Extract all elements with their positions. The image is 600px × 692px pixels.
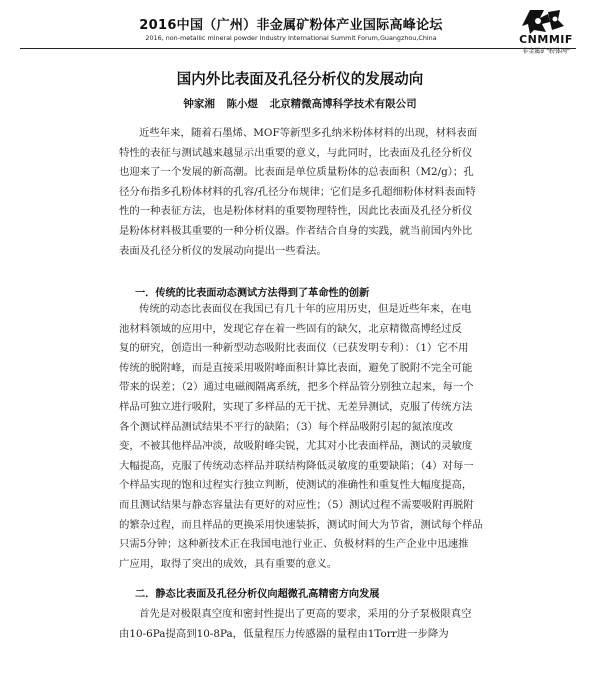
text-line: 由10-6Pa提高到10-8Pa，低量程压力传感器的量程由1Torr进一步降为 bbox=[119, 627, 449, 640]
text-line: 个样品实现的饱和过程实行独立判断，使测试的准确性和重复性大幅度提高， bbox=[119, 479, 473, 492]
text-line: 传统的动态比表面仪在我国已有几十年的应用历史，但是近些年来，在电 bbox=[139, 303, 472, 315]
forum-title: 2016中国（广州）非金属矿粉体产业国际高峰论坛 bbox=[139, 18, 443, 33]
text-line: 样品可独立进行吸附，实现了多样品的无干扰、无差异测试，克服了传统方法 bbox=[119, 400, 473, 413]
text-line: 大幅提高，克服了传统动态样品并联结构降低灵敏度的重要缺陷；（4）对每一 bbox=[119, 459, 474, 472]
section-heading: 二．静态比表面及孔径分析仪向超微孔高精密方向发展 bbox=[135, 589, 380, 600]
text-line: 带来的误差；（2）通过电磁阀隔离系统，把多个样品管分别独立起来，每一个 bbox=[119, 381, 474, 394]
text-line: 是粉体材料极其重要的一种分析仪器。作者结合自身的实践，就当前国内外比 bbox=[119, 224, 473, 237]
text-line: 变，不被其他样品冲淡，故吸附峰尖锐，尤其对小比表面样品，测试的灵敏度 bbox=[119, 440, 473, 453]
text-line: 复的研究，创造出一种新型动态吸附比表面仪（已获发明专利）：（1）它不用 bbox=[119, 342, 469, 355]
text-line: 也迎来了一个发展的新高潮。比表面是单位质量粉体的总表面积（M2/g）；孔 bbox=[119, 166, 474, 179]
text-line: 径分布指多孔粉体材料的孔容/孔径分布规律；它们是多孔超细粉体材料表面特 bbox=[119, 185, 476, 198]
intro-paragraph bbox=[119, 124, 499, 261]
text-line: 的繁杂过程，而且样品的更换采用快速装拆，测试时间大为节省，测试每个样品 bbox=[119, 518, 483, 531]
forum-logo bbox=[500, 6, 592, 54]
section-2-paragraph bbox=[119, 605, 499, 644]
text-line: 首先是对极限真空度和密封性提出了更高的要求，采用的分子泵极限真空 bbox=[139, 608, 472, 620]
text-line: 广应用，取得了突出的成效，具有重要的意义。 bbox=[119, 557, 338, 570]
text-line: 特性的表征与测试越来越显示出重要的意义，与此同时，比表面及孔径分析仪 bbox=[119, 146, 473, 159]
text-line: 各个测试样品测试结果不平行的缺陷；（3）每个样品吸附引起的氮浓度改 bbox=[119, 420, 453, 433]
logo-tagline: 非金属矿"粉体网" bbox=[522, 48, 570, 55]
text-line: 近些年来，随着石墨烯、MOF等新型多孔纳米粉体材料的出现，材料表面 bbox=[139, 127, 478, 139]
text-line: 而且测试结果与静态容量法有更好的对应性；（5）测试过程不需要吸附再脱附 bbox=[119, 498, 474, 511]
logo-text: CNMMIF bbox=[519, 33, 573, 46]
author-name: 钟家湘 bbox=[183, 98, 215, 110]
text-line: 性的一种表征方法，也是粉体材料的重要物理特性，因此比表面及孔径分析仪 bbox=[119, 205, 473, 218]
document-title: 国内外比表面及孔径分析仪的发展动向 bbox=[176, 72, 424, 88]
header-divider bbox=[20, 48, 576, 49]
text-line: 只需5分钟；这种新技术正在我国电池行业正、负极材料的生产企业中迅速推 bbox=[119, 538, 469, 551]
logo-mark-icon bbox=[500, 6, 592, 36]
text-line: 表面及孔径分析仪的发展动向提出一些看法。 bbox=[119, 244, 327, 257]
author-line bbox=[40, 96, 560, 111]
text-line: 传统的脱附峰，而是直接采用吸附峰面积计算比表面，避免了脱附不完全可能 bbox=[119, 361, 473, 374]
author-name: 陈小煜 bbox=[226, 98, 258, 110]
text-line: 池材料领域的应用中，发现它存在着一些固有的缺欠，北京精微高博经过反 bbox=[119, 322, 462, 335]
section-1-paragraph bbox=[119, 300, 499, 574]
author-affiliation: 北京精微高博科学技术有限公司 bbox=[269, 98, 417, 110]
section-heading: 一．传统的比表面动态测试方法得到了革命性的创新 bbox=[135, 288, 370, 299]
forum-subtitle: 2016, non-metallic mineral powder Industry International Summit Forum,Guangzhou,China bbox=[145, 34, 437, 42]
